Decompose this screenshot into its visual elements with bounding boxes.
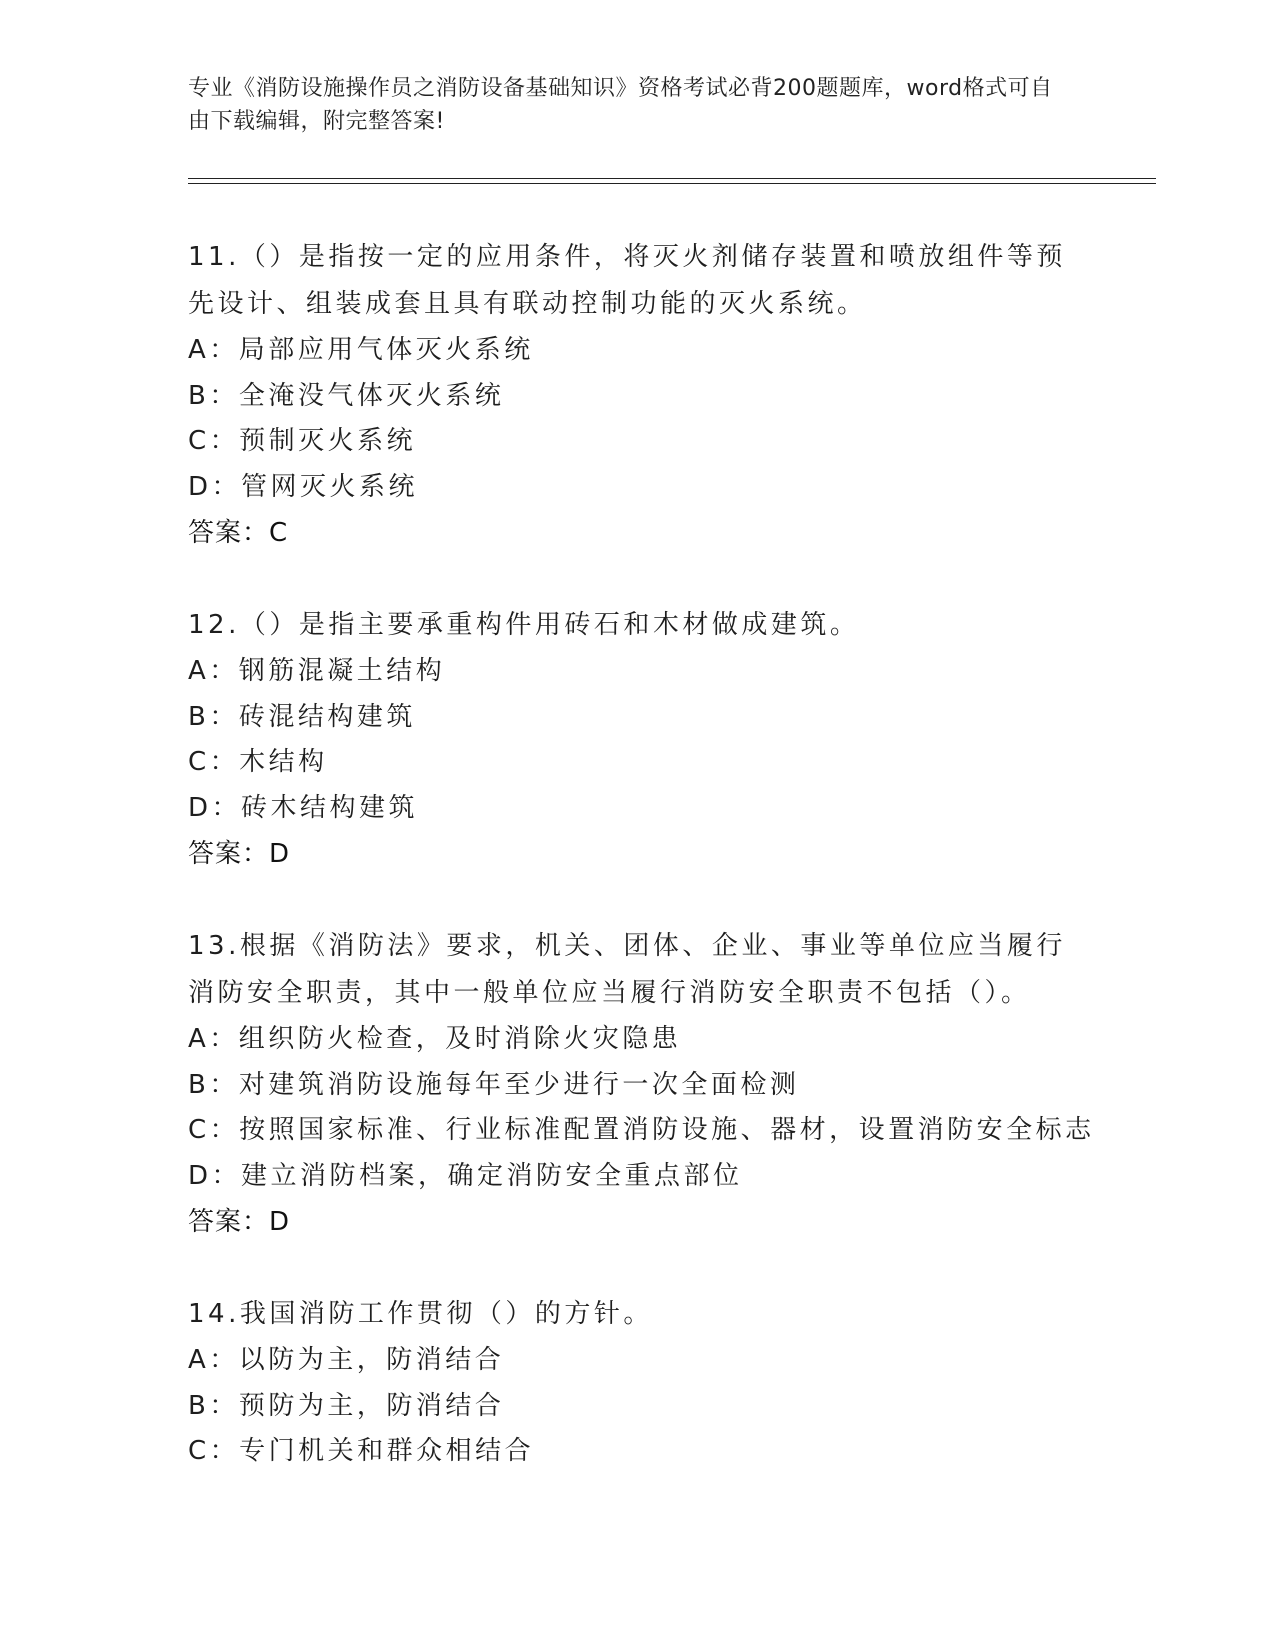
question-11 (188, 234, 1088, 556)
option-c: C：预制灭火系统 (188, 426, 417, 456)
question-14 (188, 1291, 1088, 1475)
question-list (188, 234, 1095, 1521)
answer-label: 答案： (188, 1207, 270, 1237)
option-a: A：钢筋混凝土结构 (188, 656, 446, 686)
option-c: C：木结构 (188, 747, 328, 777)
option-d: D：管网灭火系统 (188, 471, 419, 502)
answer-value: C (269, 518, 289, 548)
option-c: C：按照国家标准、行业标准配置消防设施、器材，设置消防安全标志 (188, 1115, 1095, 1145)
option-b: B：预防为主，防消结合 (188, 1390, 505, 1421)
question-13 (188, 923, 1095, 1245)
question-stem: 13.根据《消防法》要求，机关、团体、企业、事业等单位应当履行消防安全职责，其中一般单位应当履行消防安全职责不包括（）。 (188, 931, 1066, 1008)
answer-label: 答案： (188, 839, 270, 869)
option-d: D：建立消防档案，确定消防安全重点部位 (188, 1160, 743, 1191)
option-b: B：对建筑消防设施每年至少进行一次全面检测 (188, 1069, 800, 1100)
option-a: A：局部应用气体灭火系统 (188, 335, 534, 365)
answer-label: 答案： (188, 518, 270, 548)
option-a: A：组织防火检查，及时消除火灾隐患 (188, 1024, 682, 1054)
question-stem: 11.（）是指按一定的应用条件，将灭火剂储存装置和喷放组件等预先设计、组装成套且具有联动控制功能的灭火系统。 (188, 242, 1066, 319)
option-c: C：专门机关和群众相结合 (188, 1436, 535, 1466)
header-divider-bottom (188, 183, 1156, 184)
answer-line (188, 510, 1088, 556)
option-b: B：砖混结构建筑 (188, 701, 416, 732)
answer-line (188, 831, 1088, 877)
question-stem: 12.（）是指主要承重构件用砖石和木材做成建筑。 (188, 610, 860, 640)
question-stem: 14.我国消防工作贯彻（）的方针。 (188, 1299, 653, 1329)
answer-line (188, 1199, 1088, 1245)
option-a: A：以防为主，防消结合 (188, 1345, 505, 1375)
document-header: 专业《消防设施操作员之消防设备基础知识》资格考试必背200题题库，word格式可自由下载编辑，附完整答案! (188, 76, 1053, 134)
answer-value: D (269, 839, 291, 869)
question-12 (188, 602, 1088, 877)
option-d: D：砖木结构建筑 (188, 792, 419, 823)
option-b: B：全淹没气体灭火系统 (188, 380, 505, 411)
answer-value: D (269, 1207, 291, 1237)
header-divider-top (188, 178, 1156, 179)
